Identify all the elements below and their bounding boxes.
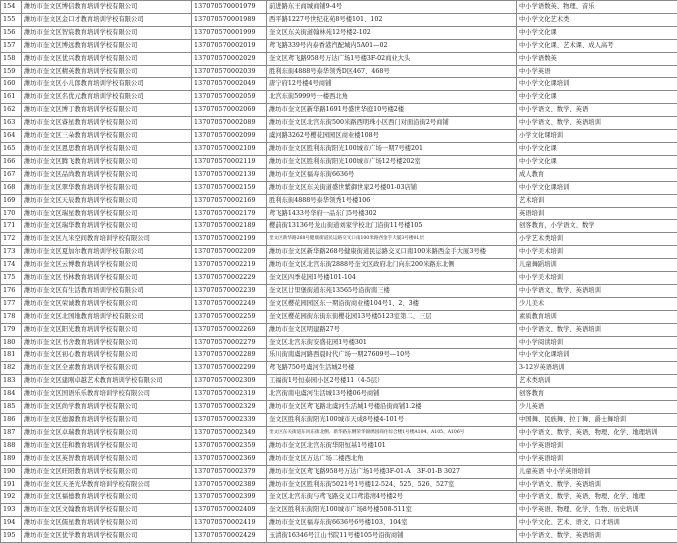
license-code-cell: 137070570002109 bbox=[192, 142, 267, 155]
institution-name-cell: 潍坊市奎文区夏加尔教育培训学校有限公司 bbox=[22, 246, 192, 259]
license-code-cell: 137070570002219 bbox=[192, 259, 267, 272]
institution-name-cell: 潍坊市奎文区尚学教育培训学校有限公司 bbox=[22, 401, 192, 414]
row-number-cell: 180 bbox=[1, 336, 22, 349]
institution-name-cell: 潍坊市奎文区文翰教育培训学校有限公司 bbox=[22, 504, 192, 517]
address-cell: 奎文区樱花园园区东一期沿街商业楼104号1、2、3楼 bbox=[267, 297, 517, 310]
institution-name-cell: 潍坊市奎文区天辰教育培训学校有限公司 bbox=[22, 194, 192, 207]
row-number-cell: 162 bbox=[1, 104, 22, 117]
address-cell: 潍坊市奎文区北宫东街华阳恒基1号楼101 bbox=[267, 439, 517, 452]
table-row bbox=[1, 401, 677, 414]
table-row bbox=[1, 233, 677, 246]
address-cell: 潍坊市奎文区明建路27号 bbox=[267, 323, 517, 336]
institution-name-cell: 潍坊市奎文区云博教育培训学校有限公司 bbox=[22, 259, 192, 272]
address-cell: 潍坊市奎文区鸢飞路958号万达广场1号楼3F-01-A 3F-01-B 3027 bbox=[267, 465, 517, 478]
license-code-cell: 137070570002399 bbox=[192, 491, 267, 504]
institution-name-cell: 潍坊市奎文区书舍教育培训学校有限公司 bbox=[22, 336, 192, 349]
row-number-cell: 172 bbox=[1, 233, 22, 246]
license-code-cell: 137070570002319 bbox=[192, 388, 267, 401]
institution-name-cell: 潍坊市奎文区三朵教育培训学校有限公司 bbox=[22, 130, 192, 143]
license-code-cell: 137070570002389 bbox=[192, 478, 267, 491]
table-row bbox=[1, 414, 677, 427]
row-number-cell: 174 bbox=[1, 259, 22, 272]
scope-cell: 中小学美术培训 bbox=[517, 272, 677, 285]
row-number-cell: 171 bbox=[1, 220, 22, 233]
row-number-cell: 194 bbox=[1, 517, 22, 530]
address-cell: 西平路1227号世纪花苑8号楼101、102 bbox=[267, 13, 517, 26]
table-row bbox=[1, 284, 677, 297]
institution-name-cell: 潍坊市奎文区儒星教育培训学校有限公司 bbox=[22, 517, 192, 530]
institution-name-cell: 潍坊市奎文区阳光教育培训学校有限公司 bbox=[22, 323, 192, 336]
table-row bbox=[1, 207, 677, 220]
row-number-cell: 161 bbox=[1, 91, 22, 104]
table-row bbox=[1, 168, 677, 181]
table-row bbox=[1, 336, 677, 349]
scope-cell: 中小学阅读培训 bbox=[517, 336, 677, 349]
table-body bbox=[1, 1, 677, 543]
row-number-cell: 184 bbox=[1, 388, 22, 401]
address-cell: 工福街1号恒泰园小区2号楼11（4-5层） bbox=[267, 375, 517, 388]
scope-cell: 中小学文化课培训 bbox=[517, 78, 677, 91]
address-cell: 潍坊市奎文区福寿东街6636号6号楼103、104室 bbox=[267, 517, 517, 530]
scope-cell: 少儿美术 bbox=[517, 297, 677, 310]
institution-name-cell: 潍坊市奎文区瑞星教育培训学校有限公司 bbox=[22, 207, 192, 220]
scope-cell: 中小学美术培训 bbox=[517, 246, 677, 259]
table-row bbox=[1, 104, 677, 117]
scope-cell: 儿童英语 中小学英语培训 bbox=[517, 465, 677, 478]
license-code-cell: 137070570002349 bbox=[192, 426, 267, 439]
table-row bbox=[1, 362, 677, 375]
license-code-cell: 137070570002279 bbox=[192, 336, 267, 349]
institution-name-cell: 潍坊市奎文区瑞华教育培训学校有限公司 bbox=[22, 220, 192, 233]
license-code-cell: 137070570002229 bbox=[192, 272, 267, 285]
scope-cell: 艺术类培训 bbox=[517, 375, 677, 388]
institution-name-cell: 潍坊市奎文区睿星教育培训学校有限公司 bbox=[22, 117, 192, 130]
scope-cell: 成人教育 bbox=[517, 168, 677, 181]
scope-cell: 中小学英语、物理、化学、生物、历史培训 bbox=[517, 504, 677, 517]
address-cell: 奎文区樱花园街东街东街樱花园13号楼5123室第二、三层 bbox=[267, 310, 517, 323]
institution-name-cell: 潍坊市奎文区小儿郎教育培训学校有限公司 bbox=[22, 78, 192, 91]
table-row bbox=[1, 517, 677, 530]
address-cell: 潍坊市奎文区胜利东街5021号1号楼12-524、525、526、527室 bbox=[267, 478, 517, 491]
address-cell: 鸢飞路750号虞河生活城2号楼 bbox=[267, 362, 517, 375]
row-number-cell: 183 bbox=[1, 375, 22, 388]
address-cell: 奎文区胜利东街阳光100城市广场8号楼508-511室 bbox=[267, 504, 517, 517]
scope-cell: 中小学文化课 bbox=[517, 155, 677, 168]
address-cell: 乐川街南虞河路西晨时代广场一期27609号—10号 bbox=[267, 349, 517, 362]
address-cell: 奎文区鸢飞路958号万达广场1号楼3F-02商业大头 bbox=[267, 52, 517, 65]
table-row bbox=[1, 65, 677, 78]
institution-name-cell: 潍坊市奎文区恩思教育培训学校有限公司 bbox=[22, 142, 192, 155]
scope-cell: 3-12岁英语培训 bbox=[517, 362, 677, 375]
address-cell: 胜利东街4888号泰华领秀D区467、468号 bbox=[267, 65, 517, 78]
row-number-cell: 189 bbox=[1, 452, 22, 465]
address-cell: 奎文区四季花园1号楼101-104 bbox=[267, 272, 517, 285]
scope-cell: 中小学文化课培训 bbox=[517, 181, 677, 194]
table-row bbox=[1, 310, 677, 323]
table-row bbox=[1, 349, 677, 362]
license-code-cell: 137070570002239 bbox=[192, 284, 267, 297]
license-code-cell: 137070570001999 bbox=[192, 26, 267, 39]
license-code-cell: 137070570002289 bbox=[192, 349, 267, 362]
address-cell: 奎文区北宫东街安盛花园1号楼301 bbox=[267, 336, 517, 349]
scope-cell: 中小学语文、数学、英语培训 bbox=[517, 478, 677, 491]
institution-name-cell: 潍坊市奎文区智宸教育培训学校有限公司 bbox=[22, 26, 192, 39]
row-number-cell: 173 bbox=[1, 246, 22, 259]
address-cell: 奎文区东关街道翰林苑12号楼2-102 bbox=[267, 26, 517, 39]
row-number-cell: 159 bbox=[1, 65, 22, 78]
scope-cell: 中小学语文、数学、英语、物理、化学、地理 bbox=[517, 491, 677, 504]
address-cell: 唐宁府12号楼4号商铺 bbox=[267, 78, 517, 91]
scope-cell: 中国舞、民族舞、拉丁舞、爵士舞培训 bbox=[517, 414, 677, 427]
institution-name-cell: 潍坊市奎文区名优元教育培训学校有限公司 bbox=[22, 91, 192, 104]
row-number-cell: 186 bbox=[1, 414, 22, 427]
address-cell: 潍坊市奎文区鸢飞路北虞河生活城1号楼沿街商铺1.2楼 bbox=[267, 401, 517, 414]
table-row bbox=[1, 375, 677, 388]
institution-name-cell: 潍坊市奎文区佳和教育培训学校有限公司 bbox=[22, 439, 192, 452]
address-cell: 胜利东街4888号泰华领秀1号楼106 bbox=[267, 194, 517, 207]
row-number-cell: 178 bbox=[1, 310, 22, 323]
row-number-cell: 168 bbox=[1, 181, 22, 194]
scope-cell: 英语培训 bbox=[517, 207, 677, 220]
table-row bbox=[1, 388, 677, 401]
address-cell: 潍坊市奎文区福寿东街6636号 bbox=[267, 168, 517, 181]
institution-name-cell: 潍坊市奎文区博丁教育培训学校有限公司 bbox=[22, 104, 192, 117]
license-code-cell: 137070570002119 bbox=[192, 155, 267, 168]
row-number-cell: 192 bbox=[1, 491, 22, 504]
scope-cell: 中小学文化课、艺术课、成人高考 bbox=[517, 39, 677, 52]
address-cell: 玉清街16346号江山书院11号楼105号沿街商铺 bbox=[267, 530, 517, 543]
scope-cell: 素质教育培训 bbox=[517, 310, 677, 323]
address-cell: 鸢飞路1433号华府一品东门5号楼302 bbox=[267, 207, 517, 220]
row-number-cell: 176 bbox=[1, 284, 22, 297]
table-row bbox=[1, 259, 677, 272]
address-cell: 奎文区北宫东街与鸢飞路交叉口鸢港湾4号楼2号 bbox=[267, 491, 517, 504]
scope-cell: 少儿英语 bbox=[517, 401, 677, 414]
table-row bbox=[1, 246, 677, 259]
license-code-cell: 137070570002029 bbox=[192, 52, 267, 65]
license-code-cell: 137070570002209 bbox=[192, 246, 267, 259]
license-code-cell: 137070570002069 bbox=[192, 104, 267, 117]
table-row bbox=[1, 117, 677, 130]
institution-name-cell: 潍坊市奎文区腾飞教育培训学校有限公司 bbox=[22, 155, 192, 168]
row-number-cell: 167 bbox=[1, 168, 22, 181]
table-row bbox=[1, 142, 677, 155]
scope-cell: 儿童舞蹈培训 bbox=[517, 259, 677, 272]
institution-name-cell: 潍坊市奎文区福德教育培训学校有限公司 bbox=[22, 491, 192, 504]
table-row bbox=[1, 272, 677, 285]
row-number-cell: 157 bbox=[1, 39, 22, 52]
scope-cell: 小学文化课培训 bbox=[517, 130, 677, 143]
license-code-cell: 137070570001989 bbox=[192, 13, 267, 26]
institution-name-cell: 潍坊市奎文区金口才教育培训学校有限公司 bbox=[22, 13, 192, 26]
license-code-cell: 137070570002419 bbox=[192, 517, 267, 530]
license-code-cell: 137070570002409 bbox=[192, 504, 267, 517]
table-row bbox=[1, 452, 677, 465]
table-row bbox=[1, 194, 677, 207]
institution-name-cell: 潍坊市奎文区全素教育培训学校有限公司 bbox=[22, 362, 192, 375]
row-number-cell: 154 bbox=[1, 1, 22, 14]
institution-name-cell: 潍坊市奎文区有生活教育培训学校有限公司 bbox=[22, 284, 192, 297]
scope-cell: 中小学文化艺术类 bbox=[517, 13, 677, 26]
address-cell: 奎文区东关街道东风东街北侧、新华路东侧荣华锦绣园商住综合楼1号楼A104、A105、A106号 bbox=[267, 426, 517, 439]
table-row bbox=[1, 426, 677, 439]
scope-cell: 中小学文化课 bbox=[517, 26, 677, 39]
scope-cell: 创客教育，小学语文、数学 bbox=[517, 220, 677, 233]
license-code-cell: 137070570002249 bbox=[192, 297, 267, 310]
table-row bbox=[1, 220, 677, 233]
table-row bbox=[1, 504, 677, 517]
row-number-cell: 170 bbox=[1, 207, 22, 220]
address-cell: 北宫东街5999号一楼西北角 bbox=[267, 91, 517, 104]
license-code-cell: 137070570002089 bbox=[192, 117, 267, 130]
scope-cell: 中小学英语培训 bbox=[517, 439, 677, 452]
scope-cell: 中小学文化课培训 bbox=[517, 349, 677, 362]
license-code-cell: 137070570002359 bbox=[192, 439, 267, 452]
institution-name-cell: 潍坊市奎文区优兴教育培训学校有限公司 bbox=[22, 52, 192, 65]
address-cell: 潍坊市奎文区万达广场二楼西北角 bbox=[267, 452, 517, 465]
scope-cell: 中小学文化课 bbox=[517, 142, 677, 155]
institution-name-cell: 潍坊市奎文区天圣光华教育培训学校有限公司 bbox=[22, 478, 192, 491]
row-number-cell: 193 bbox=[1, 504, 22, 517]
table-row bbox=[1, 491, 677, 504]
institution-name-cell: 潍坊市奎文区荣诚教育培训学校有限公司 bbox=[22, 297, 192, 310]
license-code-cell: 137070570002159 bbox=[192, 181, 267, 194]
row-number-cell: 166 bbox=[1, 155, 22, 168]
address-cell: 樱前街13136号龙山街道刘家学校北门沿街11号楼105 bbox=[267, 220, 517, 233]
license-code-cell: 137070570002429 bbox=[192, 530, 267, 543]
address-cell: 潍坊市奎文区新华路268号健康街道民运路交叉口南100米路西金手大厦3号楼 bbox=[267, 246, 517, 259]
scope-cell: 中小学文化课 bbox=[517, 91, 677, 104]
institution-name-cell: 潍坊市奎文区英智教育培训学校有限公司 bbox=[22, 452, 192, 465]
scope-cell: 艺术培训 bbox=[517, 194, 677, 207]
table-row bbox=[1, 439, 677, 452]
row-number-cell: 190 bbox=[1, 465, 22, 478]
address-cell: 潍坊市奎文区胜利东街阳光100城市广场12号楼202室 bbox=[267, 155, 517, 168]
row-number-cell: 191 bbox=[1, 478, 22, 491]
institution-name-cell: 潍坊市奎文区北国地教育培训学校有限公司 bbox=[22, 310, 192, 323]
row-number-cell: 156 bbox=[1, 26, 22, 39]
institution-name-cell: 潍坊市奎文区博远教育培训学校有限公司 bbox=[22, 39, 192, 52]
license-code-cell: 137070570002179 bbox=[192, 207, 267, 220]
institution-name-cell: 潍坊市奎文区翠华教育培训学校有限公司 bbox=[22, 181, 192, 194]
row-number-cell: 181 bbox=[1, 349, 22, 362]
row-number-cell: 182 bbox=[1, 362, 22, 375]
license-code-cell: 137070570002059 bbox=[192, 91, 267, 104]
table-row bbox=[1, 26, 677, 39]
address-cell: 潍坊市奎文区胜利东街阳光100城市广场一期7号楼201 bbox=[267, 142, 517, 155]
table-row bbox=[1, 181, 677, 194]
table-row bbox=[1, 52, 677, 65]
row-number-cell: 164 bbox=[1, 130, 22, 143]
table-row bbox=[1, 465, 677, 478]
row-number-cell: 163 bbox=[1, 117, 22, 130]
institution-name-cell: 潍坊市奎文区旺阳教育培训学校有限公司 bbox=[22, 465, 192, 478]
institution-name-cell: 潍坊市奎文区国语乐乐教育培训学校有限公司 bbox=[22, 388, 192, 401]
row-number-cell: 179 bbox=[1, 323, 22, 336]
table-row bbox=[1, 13, 677, 26]
row-number-cell: 188 bbox=[1, 439, 22, 452]
institution-name-cell: 潍坊市奎文区建刚卓越艺术教育培训学校有限公司 bbox=[22, 375, 192, 388]
address-cell: 前进路东王商城商铺9-4号 bbox=[267, 1, 517, 14]
scope-cell: 中小学语数英、物理、音乐 bbox=[517, 1, 677, 14]
license-code-cell: 137070570002049 bbox=[192, 78, 267, 91]
address-cell: 潍坊市奎文区北宫东街500米路西明珠小区西门对面沿街2号商铺 bbox=[267, 117, 517, 130]
institution-name-cell: 潍坊市奎文区博信教育培训学校有限公司 bbox=[22, 1, 192, 14]
scope-cell: 中小学语文、数学、英语培训 bbox=[517, 323, 677, 336]
scope-cell: 中小学英语 bbox=[517, 65, 677, 78]
table-row bbox=[1, 91, 677, 104]
address-cell: 奎文区胜利东街阳光100城市天成8号楼4-101号 bbox=[267, 414, 517, 427]
license-code-cell: 137070570002139 bbox=[192, 168, 267, 181]
scope-cell: 小学艺术类培训 bbox=[517, 233, 677, 246]
institution-name-cell: 潍坊市奎文区德源教育培训学校有限公司 bbox=[22, 414, 192, 427]
institution-name-cell: 潍坊市奎文区九米空间教育培训学校有限公司 bbox=[22, 233, 192, 246]
table-row bbox=[1, 1, 677, 14]
address-cell: 鸢飞路339号内泰香港汽配城内5A01—02 bbox=[267, 39, 517, 52]
address-cell: 虞河路3262号樱花园园区商业楼108号 bbox=[267, 130, 517, 143]
row-number-cell: 177 bbox=[1, 297, 22, 310]
scope-cell: 中小学语文、数学、英语 bbox=[517, 104, 677, 117]
row-number-cell: 187 bbox=[1, 426, 22, 439]
row-number-cell: 158 bbox=[1, 52, 22, 65]
address-cell: 奎文区廿里堡街道东苑13565号沿街南三楼 bbox=[267, 284, 517, 297]
license-code-cell: 137070570002039 bbox=[192, 65, 267, 78]
institution-name-cell: 潍坊市奎文区初心教育培训学校有限公司 bbox=[22, 349, 192, 362]
license-code-cell: 137070570002199 bbox=[192, 233, 267, 246]
table-row bbox=[1, 478, 677, 491]
license-code-cell: 137070570002259 bbox=[192, 310, 267, 323]
scope-cell: 中小学语文、数学、英语培训 bbox=[517, 530, 677, 543]
license-code-cell: 137070570002169 bbox=[192, 194, 267, 207]
scope-cell: 创客教育 bbox=[517, 388, 677, 401]
table-row bbox=[1, 39, 677, 52]
license-code-cell: 137070570002369 bbox=[192, 452, 267, 465]
scope-cell: 中小学语文、数学、英语培训 bbox=[517, 284, 677, 297]
address-cell: 潍坊市奎文区东关街道盛世紫御世家2号楼01-03店铺 bbox=[267, 181, 517, 194]
row-number-cell: 155 bbox=[1, 13, 22, 26]
license-code-cell: 137070570002309 bbox=[192, 375, 267, 388]
institution-name-cell: 潍坊市奎文区卓瑞教育培训学校有限公司 bbox=[22, 426, 192, 439]
license-code-cell: 137070570002299 bbox=[192, 362, 267, 375]
table-row bbox=[1, 297, 677, 310]
row-number-cell: 169 bbox=[1, 194, 22, 207]
row-number-cell: 160 bbox=[1, 78, 22, 91]
row-number-cell: 185 bbox=[1, 401, 22, 414]
scope-cell: 中小学语文、数学、英语、物理、化学、地理培训 bbox=[517, 426, 677, 439]
license-code-cell: 137070570002339 bbox=[192, 414, 267, 427]
table-row bbox=[1, 323, 677, 336]
table-row bbox=[1, 130, 677, 143]
address-cell: 潍坊市奎文区北宫东街2888号奎文区政府北门向东200米路东北侧 bbox=[267, 259, 517, 272]
row-number-cell: 195 bbox=[1, 530, 22, 543]
scope-cell: 中小学语数英 bbox=[517, 52, 677, 65]
license-code-cell: 137070570002379 bbox=[192, 465, 267, 478]
table-row bbox=[1, 530, 677, 543]
scope-cell: 中小学语文、数学、英语培训 bbox=[517, 117, 677, 130]
license-code-cell: 137070570001979 bbox=[192, 1, 267, 14]
institution-name-cell: 潍坊市奎文区精英教育培训学校有限公司 bbox=[22, 65, 192, 78]
scope-cell: 中小学英语培训 bbox=[517, 452, 677, 465]
license-code-cell: 137070570002269 bbox=[192, 323, 267, 336]
license-code-cell: 137070570002019 bbox=[192, 39, 267, 52]
address-cell: 奎文区新华路268号健康街道民运路交叉口南100米路西金手大厦3号楼01层 bbox=[267, 233, 517, 246]
table-row bbox=[1, 155, 677, 168]
row-number-cell: 165 bbox=[1, 142, 22, 155]
scope-cell: 中小学文化、艺术、语文、口才培训 bbox=[517, 517, 677, 530]
table-row bbox=[1, 78, 677, 91]
license-code-cell: 137070570002099 bbox=[192, 130, 267, 143]
address-cell: 潍坊市奎文区新华路1691号盛世华庭10号楼2楼 bbox=[267, 104, 517, 117]
institution-name-cell: 潍坊市奎文区书林教育培训学校有限公司 bbox=[22, 272, 192, 285]
row-number-cell: 175 bbox=[1, 272, 22, 285]
license-code-cell: 137070570002329 bbox=[192, 401, 267, 414]
license-code-cell: 137070570002189 bbox=[192, 220, 267, 233]
institution-name-cell: 潍坊市奎文区优学教育培训学校有限公司 bbox=[22, 530, 192, 543]
address-cell: 北宫街南电虞河生活城13号楼06号商铺 bbox=[267, 388, 517, 401]
institution-name-cell: 潍坊市奎文区品尚教育培训学校有限公司 bbox=[22, 168, 192, 181]
